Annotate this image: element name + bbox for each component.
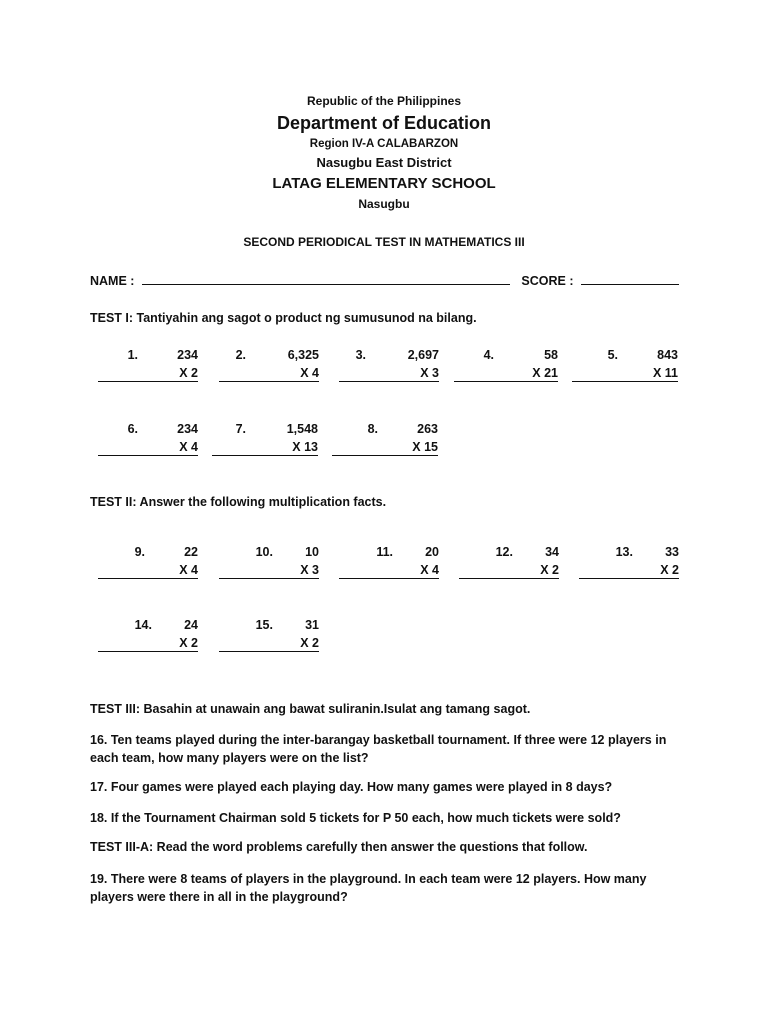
answer-line[interactable]: [98, 651, 198, 652]
multiplier: X 4: [420, 563, 439, 577]
test-title: SECOND PERIODICAL TEST IN MATHEMATICS III: [243, 235, 525, 249]
answer-line[interactable]: [579, 578, 679, 579]
multiplier: X 13: [292, 440, 318, 454]
multiplier: X 11: [652, 366, 678, 380]
multiplicand: 1,548: [286, 422, 318, 436]
multiplicand: 20: [425, 545, 439, 559]
multiplier: X 15: [412, 440, 438, 454]
problem-12: [459, 545, 559, 585]
multiplier: X 2: [179, 636, 198, 650]
problem-number: 12.: [495, 545, 513, 559]
problem-2: [219, 348, 319, 388]
test2-instruction: TEST II: Answer the following multiplication facts.: [90, 495, 387, 509]
problem-15: [219, 618, 319, 658]
problem-4: [454, 348, 558, 388]
question-18: 18. If the Tournament Chairman sold 5 tickets for P 50 each, how much tickets were sold?: [90, 811, 621, 825]
problem-number: 15.: [255, 618, 273, 632]
problem-number: 1.: [127, 348, 138, 362]
multiplicand: 10: [305, 545, 319, 559]
answer-line[interactable]: [98, 578, 198, 579]
multiplier: X 4: [179, 563, 198, 577]
multiplier: X 2: [179, 366, 198, 380]
problem-10: [219, 545, 319, 585]
problem-number: 6.: [127, 422, 138, 436]
multiplier: X 2: [660, 563, 679, 577]
problem-6: [98, 422, 198, 462]
answer-line[interactable]: [332, 455, 438, 456]
problem-14: [98, 618, 198, 658]
answer-line[interactable]: [98, 381, 198, 382]
problem-number: 5.: [607, 348, 618, 362]
problem-number: 11.: [376, 545, 393, 559]
answer-line[interactable]: [219, 381, 319, 382]
region-line: Region IV-A CALABARZON: [309, 138, 459, 150]
answer-line[interactable]: [219, 651, 319, 652]
multiplicand: 234: [177, 348, 198, 362]
multiplier: X 2: [540, 563, 559, 577]
multiplicand: 2,697: [407, 348, 439, 362]
multiplicand: 34: [545, 545, 559, 559]
score-label: SCORE :: [521, 274, 574, 288]
problem-7: [212, 422, 318, 462]
department-title: Department of Education: [276, 113, 491, 133]
problem-8: [332, 422, 438, 462]
multiplier: X 3: [300, 563, 319, 577]
problem-5: [572, 348, 678, 388]
test3a-instruction: TEST III-A: Read the word problems carefully then answer the questions that follow.: [90, 840, 588, 854]
name-score-row: [90, 272, 679, 288]
problem-number: 7.: [235, 422, 246, 436]
multiplicand: 33: [665, 545, 679, 559]
multiplicand: 24: [184, 618, 198, 632]
district-line: Nasugbu East District: [316, 155, 452, 170]
problem-11: [339, 545, 439, 585]
multiplier: X 21: [532, 366, 558, 380]
answer-line[interactable]: [339, 381, 439, 382]
problem-number: 2.: [235, 348, 246, 362]
multiplicand: 31: [305, 618, 319, 632]
question-19: 19. There were 8 teams of players in the playground. In each team were 12 players. How many players were there in all in the playground?: [90, 872, 647, 904]
question-17: 17. Four games were played each playing day. How many games were played in 8 days?: [90, 780, 613, 794]
problem-number: 10.: [255, 545, 273, 559]
name-blank[interactable]: [142, 272, 510, 285]
problem-9: [98, 545, 198, 585]
answer-line[interactable]: [98, 455, 198, 456]
problem-number: 4.: [483, 348, 494, 362]
school-name: LATAG ELEMENTARY SCHOOL: [272, 175, 496, 192]
answer-line[interactable]: [454, 381, 558, 382]
multiplier: X 4: [300, 366, 319, 380]
answer-line[interactable]: [339, 578, 439, 579]
multiplier: X 4: [179, 440, 198, 454]
question-16: 16. Ten teams played during the inter-barangay basketball tournament. If three were 12 players in each team, how many players were on the list?: [90, 733, 667, 765]
name-label: NAME :: [90, 274, 135, 288]
multiplicand: 58: [544, 348, 558, 362]
problem-number: 13.: [615, 545, 633, 559]
problem-number: 14.: [134, 618, 152, 632]
score-blank[interactable]: [581, 272, 679, 285]
multiplicand: 6,325: [287, 348, 319, 362]
answer-line[interactable]: [212, 455, 318, 456]
town-line: Nasugbu: [358, 197, 410, 211]
answer-line[interactable]: [219, 578, 319, 579]
problem-13: [579, 545, 679, 585]
test3-instruction: TEST III: Basahin at unawain ang bawat suliranin.Isulat ang tamang sagot.: [90, 702, 531, 716]
problem-3: [339, 348, 439, 388]
multiplicand: 22: [184, 545, 198, 559]
problem-number: 8.: [367, 422, 378, 436]
multiplicand: 263: [417, 422, 438, 436]
test1-instruction: TEST I: Tantiyahin ang sagot o product ng sumusunod na bilang.: [90, 311, 477, 325]
multiplier: X 3: [420, 366, 439, 380]
multiplicand: 234: [177, 422, 198, 436]
problem-number: 3.: [355, 348, 366, 362]
answer-line[interactable]: [459, 578, 559, 579]
republic-line: Republic of the Philippines: [306, 94, 461, 108]
multiplier: X 2: [300, 636, 319, 650]
problem-1: [98, 348, 198, 388]
multiplicand: 843: [657, 348, 678, 362]
answer-line[interactable]: [572, 381, 678, 382]
problem-number: 9.: [134, 545, 145, 559]
